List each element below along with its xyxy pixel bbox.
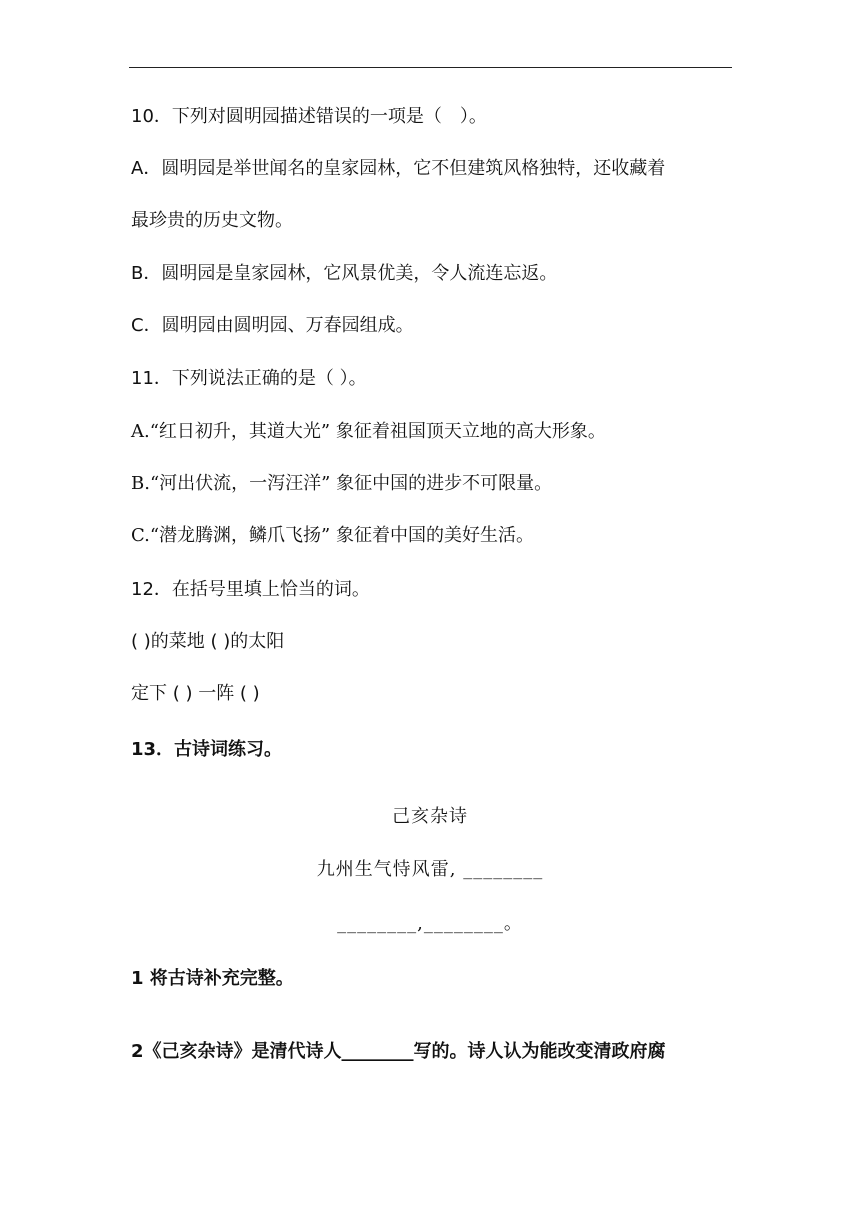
question-11-option-a: A.“红日初升，其道大光” 象征着祖国顶天立地的高大形象。 (131, 421, 606, 442)
question-13-sub-2: 2《己亥杂诗》是清代诗人________写的。诗人认为能改变清政府腐 (131, 1041, 666, 1062)
question-13-stem: 13．古诗词练习。 (131, 739, 283, 760)
question-11-stem: 11．下列说法正确的是（ ）。 (131, 368, 367, 389)
question-10-option-c: C．圆明园由圆明园、万春园组成。 (131, 315, 414, 336)
poem-title: 己亥杂诗 (392, 806, 468, 827)
question-10-option-b: B．圆明园是皇家园林，它风景优美，令人流连忘返。 (131, 263, 558, 284)
question-11-option-c: C.“潜龙腾渊，鳞爪飞扬” 象征着中国的美好生活。 (131, 525, 534, 546)
poem-line-2: ________,________。 (337, 913, 523, 934)
question-12-row-1: ( )的菜地 ( )的太阳 (131, 631, 285, 652)
question-12-row-2: 定下 ( ) 一阵 ( ) (131, 683, 260, 704)
question-10-option-a-continued: 最珍贵的历史文物。 (131, 210, 293, 231)
question-11-option-b: B.“河出伏流，一泻汪洋” 象征中国的进步不可限量。 (131, 473, 553, 494)
question-13-sub-1: 1 将古诗补充完整。 (131, 968, 294, 989)
question-10-stem: 10．下列对圆明园描述错误的一项是（ ）。 (131, 106, 487, 127)
poem-line-1: 九州生气恃风雷, ________ (316, 859, 544, 880)
header-rule (129, 67, 732, 68)
question-12-stem: 12．在括号里填上恰当的词。 (131, 579, 370, 600)
question-10-option-a: A．圆明园是举世闻名的皇家园林，它不但建筑风格独特，还收藏着 (131, 158, 666, 179)
